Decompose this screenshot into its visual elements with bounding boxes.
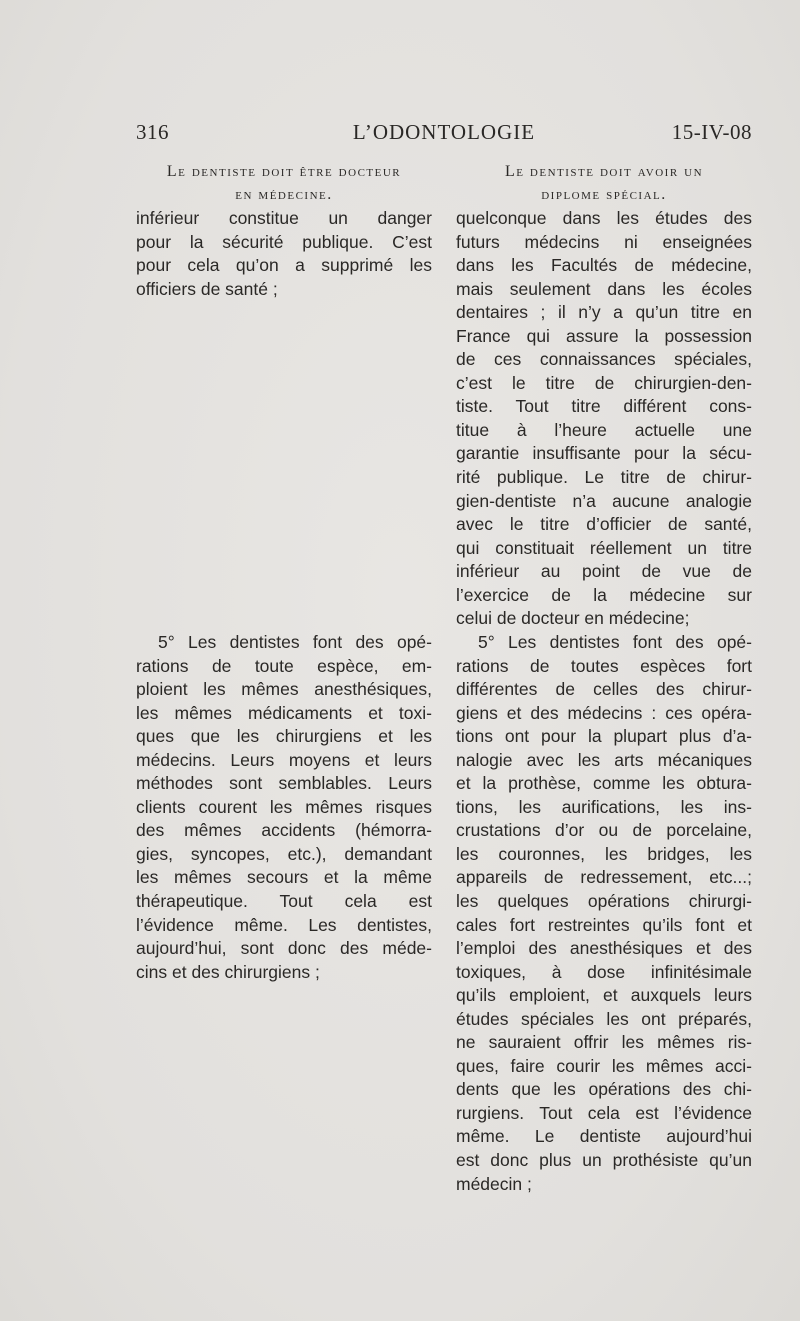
running-title: L’ODONTOLOGIE xyxy=(352,120,536,144)
left-column-heading xyxy=(136,160,432,206)
text-line: l’évidence même. Les dentistes, xyxy=(136,914,432,935)
text-line: différentes de celles des chirur- xyxy=(456,679,752,700)
right-paragraph-1 xyxy=(456,207,752,631)
heading-line: Le dentiste doit être docteur xyxy=(166,163,402,180)
text-line: quelconque dans les études des xyxy=(456,208,752,228)
text-line: les quelques opérations chirurgi- xyxy=(456,891,752,912)
text-line: giens et des médecins : ces opéra- xyxy=(456,702,752,723)
text-line: rité publique. Le titre de chirur- xyxy=(456,467,752,488)
text-line: gien-dentiste n’a aucune analogie xyxy=(456,490,752,511)
text-line: pour cela qu’on a supprimé les xyxy=(136,255,432,276)
heading-line: en médecine. xyxy=(235,186,333,203)
text-line: gies, syncopes, etc.), demandant xyxy=(136,843,432,864)
text-line: rations de toute espèce, em- xyxy=(136,655,432,676)
text-line: ne sauraient offrir les mêmes ris- xyxy=(456,1032,752,1053)
text-line: cales fort restreintes qu’ils font et xyxy=(456,914,752,935)
text-line: dents que les opérations des chi- xyxy=(456,1079,752,1100)
text-line: avec le titre d’officier de santé, xyxy=(456,514,752,535)
issue-date: 15-IV-08 xyxy=(671,120,752,144)
text-line: 5° Les dentistes font des opé- xyxy=(478,632,752,652)
text-line: celui de docteur en médecine; xyxy=(456,608,690,629)
text-line: études spéciales les ont préparés, xyxy=(456,1008,752,1029)
text-line: toxiques, à dose infinitésimale xyxy=(456,961,752,982)
text-line: de ces connaissances spéciales, xyxy=(456,349,752,370)
text-line: les mêmes secours et la même xyxy=(136,867,432,888)
text-line: mais seulement dans les écoles xyxy=(456,278,752,299)
text-line: futurs médecins ni enseignées xyxy=(456,231,752,252)
text-line: tions ont pour la plupart plus d’a- xyxy=(456,726,752,747)
text-line: l’exercice de la médecine sur xyxy=(456,584,752,605)
text-line: rations de toutes espèces fort xyxy=(456,655,752,676)
text-line: 5° Les dentistes font des opé- xyxy=(158,632,432,652)
text-line: tiste. Tout titre différent cons- xyxy=(456,396,752,417)
text-line: ques que les chirurgiens et les xyxy=(136,726,432,747)
left-paragraph-1 xyxy=(136,207,432,301)
text-line: clients courent les mêmes risques xyxy=(136,796,432,817)
text-line: France qui assure la possession xyxy=(456,325,752,346)
text-line: rurgiens. Tout cela est l’évidence xyxy=(456,1102,752,1123)
text-line: titue à l’heure actuelle une xyxy=(456,419,752,440)
text-line: qu’ils emploient, et auxquels leurs xyxy=(456,985,752,1006)
text-line: et la prothèse, comme les obtura- xyxy=(456,773,752,794)
right-paragraph-2 xyxy=(456,631,752,1196)
text-line: tions, les aurifications, les ins- xyxy=(456,796,752,817)
right-column-heading xyxy=(456,160,752,206)
text-line: dentaires ; il n’y a qu’un titre en xyxy=(456,302,752,323)
text-line: aujourd’hui, sont donc des méde- xyxy=(136,938,432,959)
text-line: médecins. Leurs moyens et leurs xyxy=(136,749,432,770)
text-line: médecin ; xyxy=(456,1173,532,1194)
text-line: c’est le titre de chirurgien-den- xyxy=(456,372,752,393)
text-line: pour la sécurité publique. C’est xyxy=(136,231,432,252)
text-line: l’emploi des anesthésiques et des xyxy=(456,938,752,959)
text-line: ques, faire courir les mêmes acci- xyxy=(456,1055,752,1076)
text-line: officiers de santé ; xyxy=(136,278,278,299)
text-line: appareils de redressement, etc...; xyxy=(456,867,752,888)
text-line: cins et des chirurgiens ; xyxy=(136,961,320,982)
heading-line: Le dentiste doit avoir un xyxy=(504,163,704,180)
left-paragraph-2 xyxy=(136,631,432,984)
text-line: des mêmes accidents (hémorra- xyxy=(136,820,432,841)
text-line: même. Le dentiste aujourd’hui xyxy=(456,1126,752,1147)
text-line: inférieur constitue un danger xyxy=(136,208,432,228)
page-header xyxy=(136,120,752,150)
text-line: est donc plus un prothésiste qu’un xyxy=(456,1150,752,1171)
text-line: ploient les mêmes anesthésiques, xyxy=(136,679,432,700)
text-line: garantie insuffisante pour la sécu- xyxy=(456,443,752,464)
text-line: méthodes sont semblables. Leurs xyxy=(136,773,432,794)
text-line: qui constituait réellement un titre xyxy=(456,537,752,558)
text-line: nalogie avec les arts mécaniques xyxy=(456,749,752,770)
text-line: crustations d’or ou de porcelaine, xyxy=(456,820,752,841)
heading-line: diplome spécial. xyxy=(541,186,667,203)
page-number: 316 xyxy=(136,120,169,144)
text-line: les mêmes médicaments et toxi- xyxy=(136,702,432,723)
text-line: les couronnes, les bridges, les xyxy=(456,843,752,864)
text-line: thérapeutique. Tout cela est xyxy=(136,891,432,912)
text-line: inférieur au point de vue de xyxy=(456,561,752,582)
text-line: dans les Facultés de médecine, xyxy=(456,255,752,276)
